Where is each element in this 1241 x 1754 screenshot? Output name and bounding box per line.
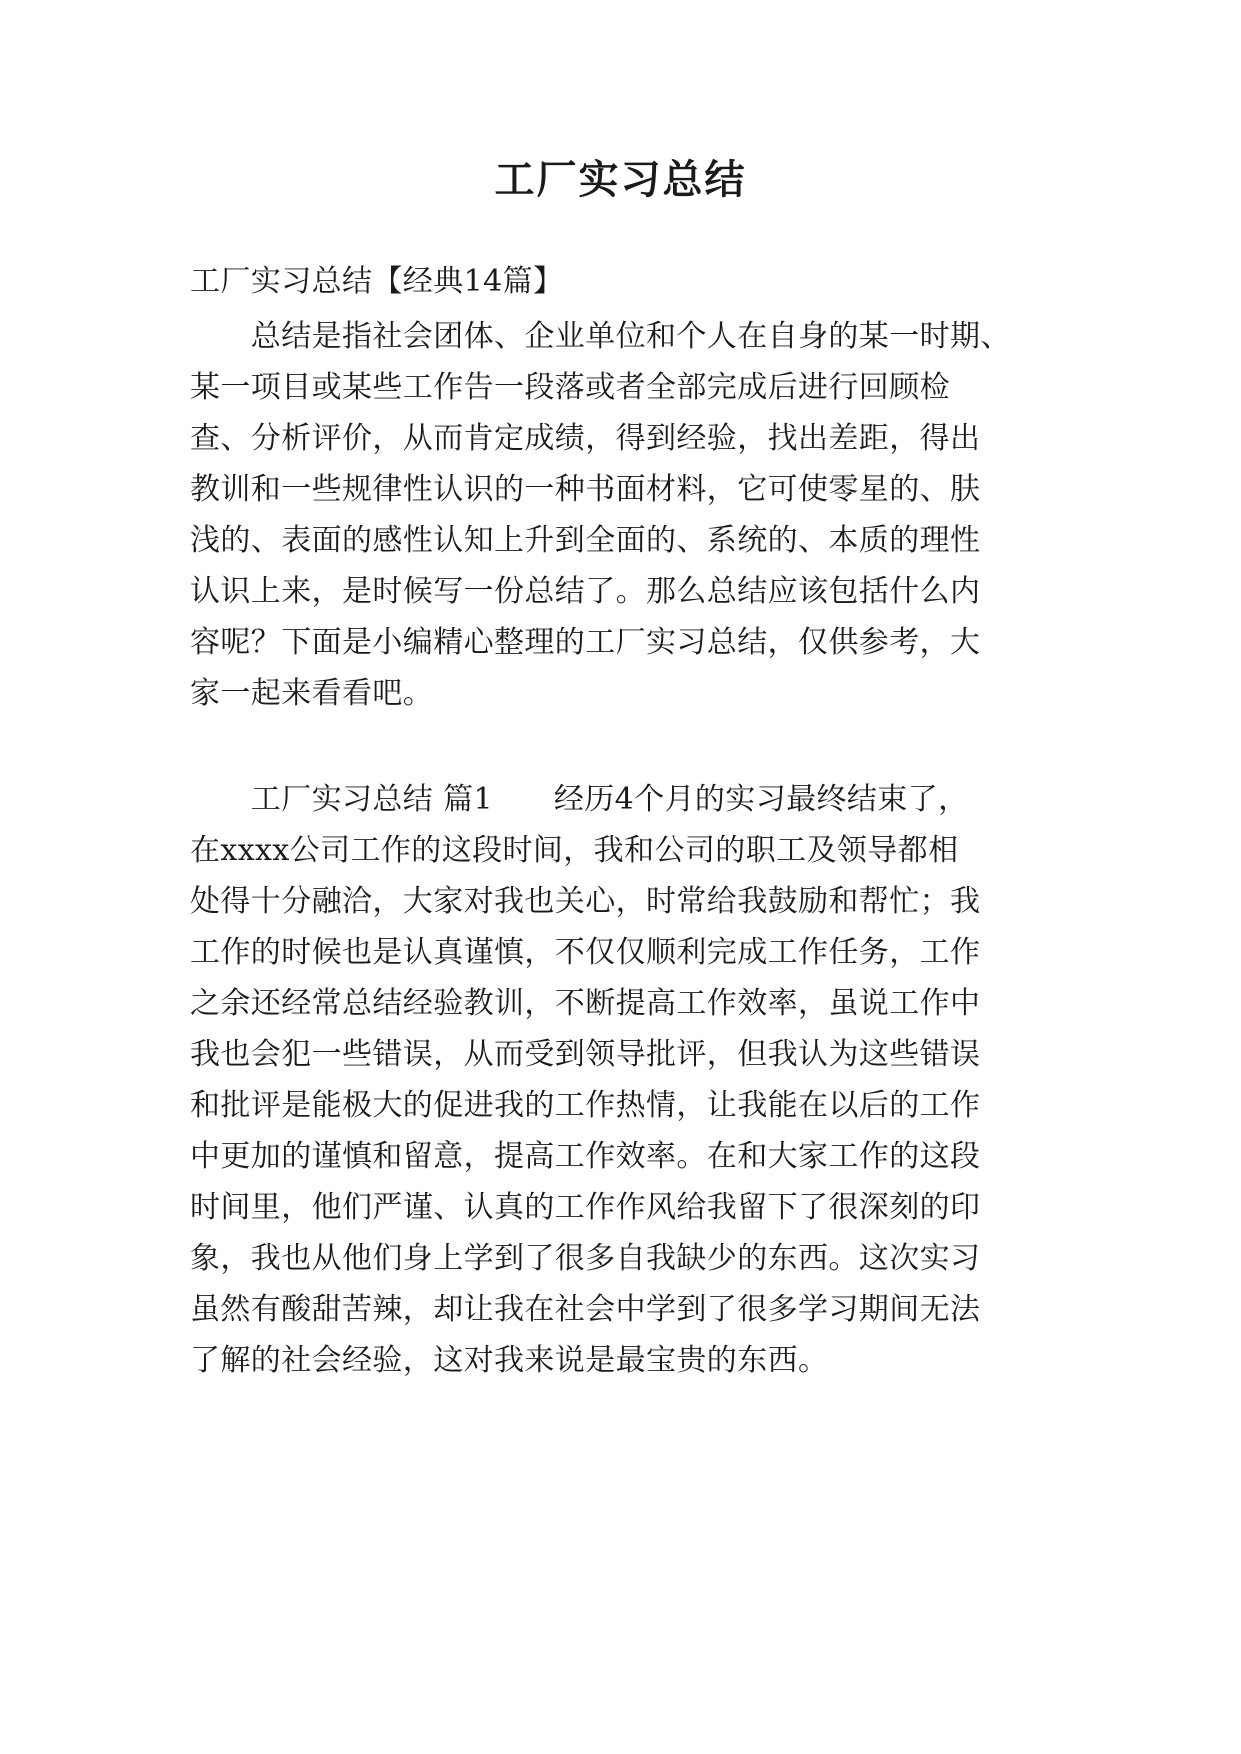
section1-line-5: 之余还经常总结经验教训，不断提高工作效率，虽说工作中 (190, 986, 981, 1021)
intro-line-3: 查、分析评价，从而肯定成绩，得到经验，找出差距，得出 (190, 421, 981, 456)
document-title: 工厂实习总结 (494, 157, 747, 203)
section1-line-6: 我也会犯一些错误，从而受到领导批评，但我认为这些错误 (190, 1037, 981, 1072)
intro-line-1: 总结是指社会团体、企业单位和个人在自身的某一时期、 (190, 319, 1011, 354)
intro-line-4: 教训和一些规律性认识的一种书面材料，它可使零星的、肤 (190, 472, 981, 507)
section1-line-10: 象，我也从他们身上学到了很多自我缺少的东西。这次实习 (190, 1241, 981, 1276)
section1-line-3: 处得十分融洽，大家对我也关心，时常给我鼓励和帮忙；我 (190, 884, 981, 919)
intro-line-6: 认识上来，是时候写一份总结了。那么总结应该包括什么内 (190, 574, 981, 609)
intro-line-5: 浅的、表面的感性认知上升到全面的、系统的、本质的理性 (190, 523, 981, 558)
section1-line-2: 在xxxx公司工作的这段时间，我和公司的职工及领导都相 (190, 833, 959, 868)
section1-line-7: 和批评是能极大的促进我的工作热情，让我能在以后的工作 (190, 1088, 981, 1123)
intro-line-2: 某一项目或某些工作告一段落或者全部完成后进行回顾检 (190, 370, 950, 405)
intro-line-7: 容呢？下面是小编精心整理的工厂实习总结，仅供参考，大 (190, 625, 981, 660)
section1-line-4: 工作的时候也是认真谨慎，不仅仅顺利完成工作任务，工作 (190, 935, 981, 970)
section1-line-9: 时间里，他们严谨、认真的工作作风给我留下了很深刻的印 (190, 1190, 981, 1225)
section1-line-12: 了解的社会经验，这对我来说是最宝贵的东西。 (190, 1343, 829, 1378)
section1-line-11: 虽然有酸甜苦辣，却让我在社会中学到了很多学习期间无法 (190, 1292, 981, 1327)
subtitle-line: 工厂实习总结【经典14篇】 (190, 264, 564, 299)
section1-line-1: 工厂实习总结 篇1 经历4个月的实习最终结束了， (190, 782, 969, 817)
intro-line-8: 家一起来看看吧。 (190, 676, 434, 711)
section1-line-8: 中更加的谨慎和留意，提高工作效率。在和大家工作的这段 (190, 1139, 981, 1174)
